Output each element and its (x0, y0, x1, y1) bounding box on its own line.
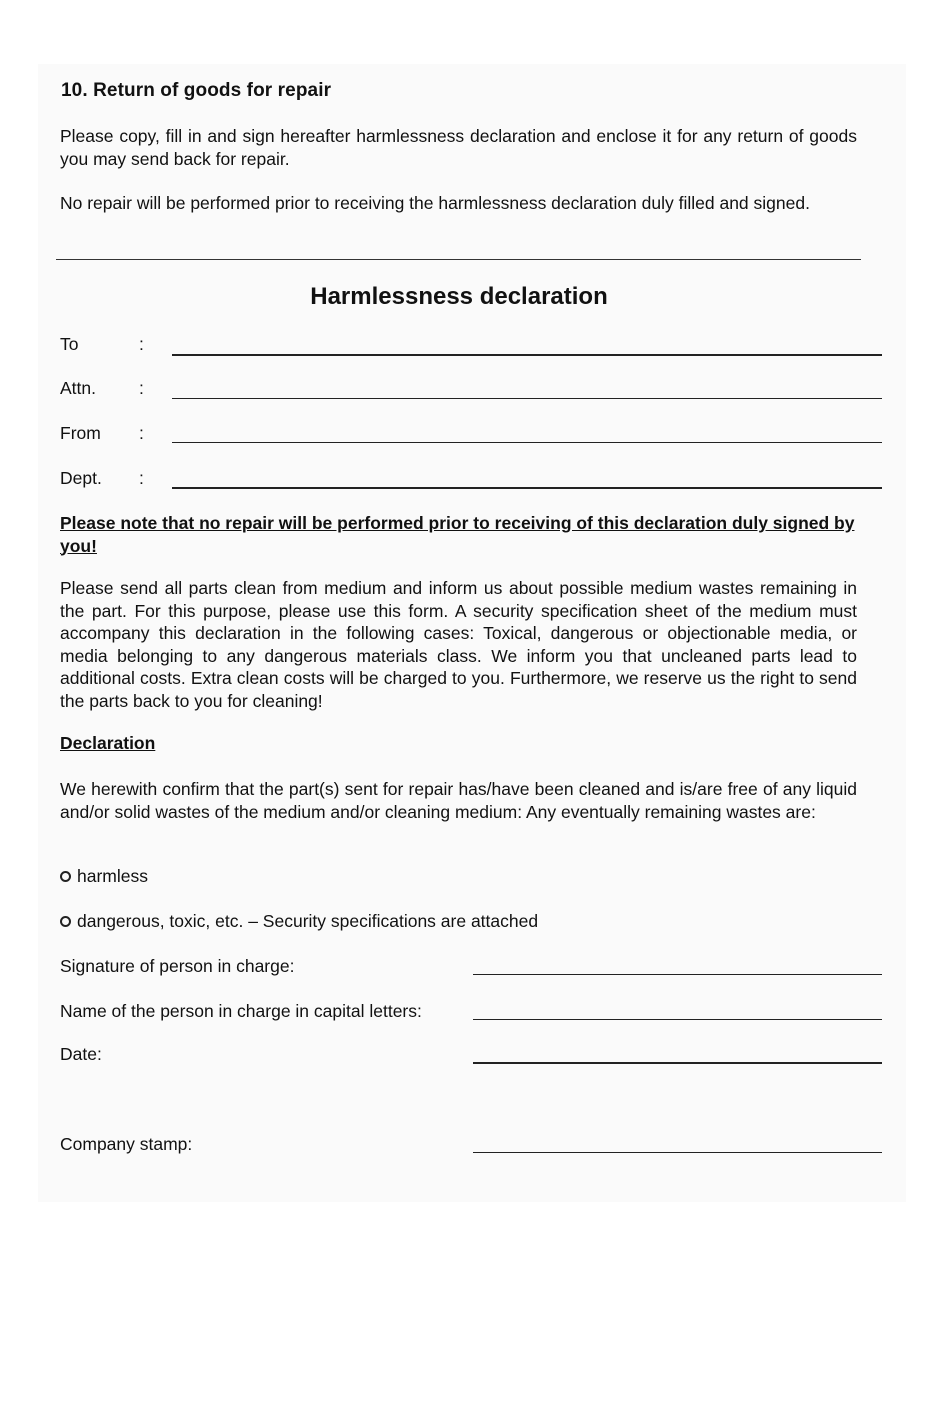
dept-input-line[interactable] (172, 487, 882, 489)
field-colon: : (139, 468, 144, 488)
company-stamp-line[interactable] (473, 1152, 882, 1153)
option-dangerous[interactable] (60, 911, 538, 932)
intro-paragraph: Please copy, fill in and sign hereafter harmlessness declaration and enclose it for any return of goods you may send back for repair. (60, 126, 857, 169)
field-colon: : (139, 378, 144, 398)
radio-circle-icon[interactable] (60, 871, 71, 882)
field-label-to: To (60, 334, 79, 354)
option-label: harmless (77, 866, 148, 886)
cleaning-instructions: Please send all parts clean from medium and inform us about possible medium wastes remaining in the part. For this purpose, please use this form. A security specification sheet of the medium must accompany this declaration in the following cases: Toxical, dangerous or objectionable media, or media belonging to any dangerous materials class. We inform you that uncleaned parts lead to additional costs. Extra clean costs will be charged to you. Furthermore, we reserve us the right to send the parts back to you for cleaning! (60, 578, 857, 711)
name-capitals-line[interactable] (473, 1019, 882, 1020)
signature-label: Signature of person in charge: (60, 956, 295, 976)
form-title: Harmlessness declaration (310, 283, 608, 310)
declaration-text: We herewith confirm that the part(s) sent for repair has/have been cleaned and is/are free of any liquid and/or solid wastes of the medium and/or cleaning medium: Any eventually remaining wastes are: (60, 779, 857, 822)
company-stamp-label: Company stamp: (60, 1134, 193, 1154)
field-label-dept: Dept. (60, 468, 102, 488)
option-label: dangerous, toxic, etc. – Security specifications are attached (77, 911, 539, 931)
declaration-heading: Declaration (60, 733, 156, 753)
repair-condition-paragraph: No repair will be performed prior to receiving the harmlessness declaration duly filled and signed. (60, 193, 810, 213)
field-label-attn: Attn. (60, 378, 96, 398)
section-heading: 10. Return of goods for repair (61, 80, 332, 101)
name-capitals-label: Name of the person in charge in capital letters: (60, 1001, 422, 1021)
to-input-line[interactable] (172, 354, 882, 356)
field-label-from: From (60, 423, 101, 443)
date-line[interactable] (473, 1062, 882, 1064)
field-colon: : (139, 334, 144, 354)
option-harmless[interactable] (60, 866, 148, 887)
signature-line[interactable] (473, 974, 882, 975)
from-input-line[interactable] (172, 442, 882, 443)
repair-note: Please note that no repair will be performed prior to receiving of this declaration duly signed by you! (60, 513, 855, 556)
field-colon: : (139, 423, 144, 443)
section-divider (56, 259, 861, 260)
attn-input-line[interactable] (172, 398, 882, 399)
radio-circle-icon[interactable] (60, 916, 71, 927)
date-label: Date: (60, 1044, 102, 1064)
